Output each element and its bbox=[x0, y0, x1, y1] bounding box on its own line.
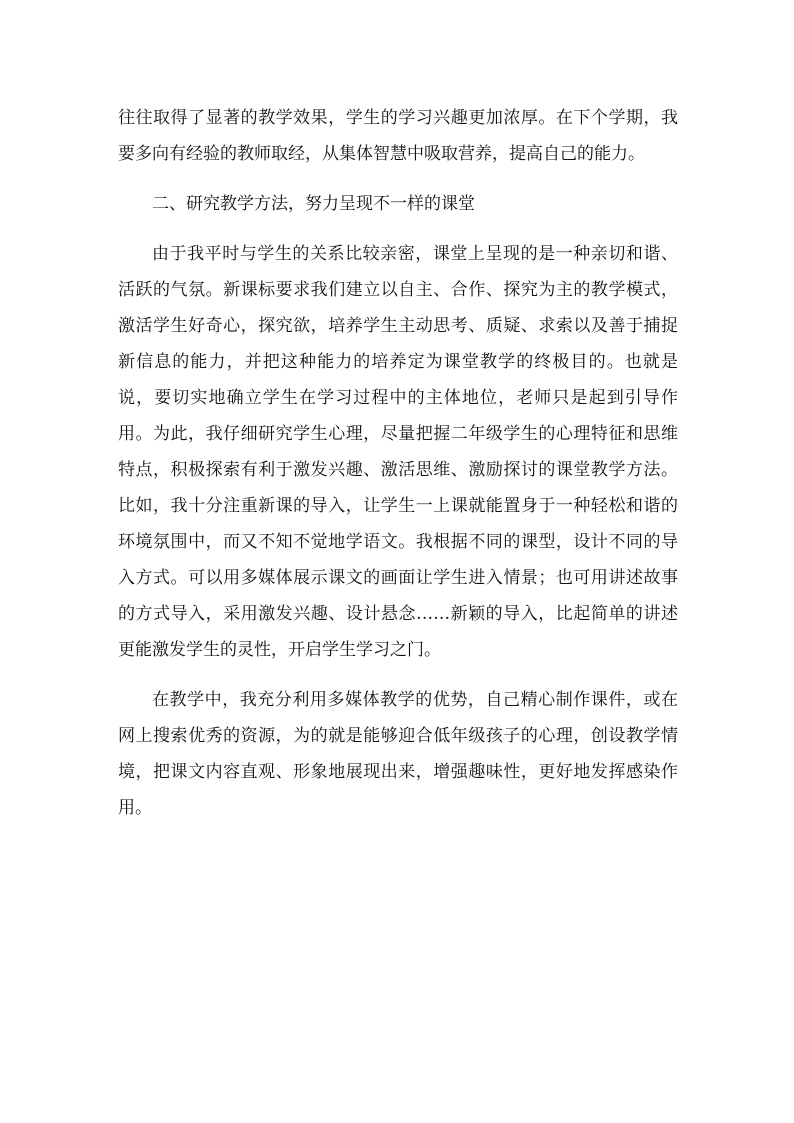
paragraph-teaching-methods: 由于我平时与学生的关系比较亲密，课堂上呈现的是一种亲切和谐、活跃的气氛。新课标要求我们建立以自主、合作、探究为主的教学模式，激活学生好奇心，探究欲，培养学生主动思考、质疑、求索以及善于捕捉新信息的能力，并把这种能力的培养定为课堂教学的终极目的。也就是说，要切实地确立学生在学习过程中的主体地位，老师只是起到引导作用。为此，我仔细研究学生心理，尽量把握二年级学生的心理特征和思维特点，积极探索有利于激发兴趣、激活思维、激励探讨的课堂教学方法。比如，我十分注重新课的导入，让学生一上课就能置身于一种轻松和谐的环境氛围中，而又不知不觉地学语文。我根据不同的课型，设计不同的导入方式。可以用多媒体展示课文的画面让学生进入情景；也可用讲述故事的方式导入，采用激发兴趣、设计悬念……新颖的导入，比起简单的讲述更能激发学生的灵性，开启学生学习之门。 bbox=[118, 244, 678, 660]
section-heading: 二、研究教学方法，努力呈现不一样的课堂 bbox=[152, 194, 475, 214]
document-body bbox=[118, 100, 678, 826]
paragraph-multimedia: 在教学中，我充分利用多媒体教学的优势，自己精心制作课件，或在网上搜索优秀的资源，为的就是能够迎合低年级孩子的心理，创设教学情境，把课文内容直观、形象地展现出来，增强趣味性，更好地发挥感染作用。 bbox=[118, 690, 678, 818]
paragraph-continued: 往往取得了显著的教学效果，学生的学习兴趣更加浓厚。在下个学期，我要多向有经验的教师取经，从集体智慧中吸取营养，提高自己的能力。 bbox=[118, 108, 678, 164]
